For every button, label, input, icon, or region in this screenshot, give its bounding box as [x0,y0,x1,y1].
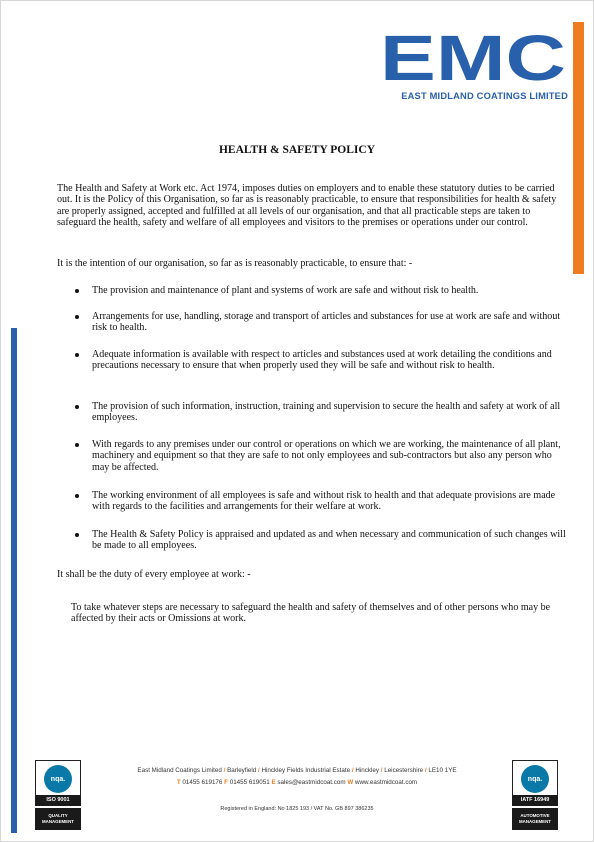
email-label: E [271,779,276,786]
website-link[interactable]: www.eastmidcoat.com [354,779,418,786]
address-part: Barleyfield [227,767,257,774]
nqa-logo-text: nqa. [527,776,543,783]
iso-9001-badge [35,760,81,830]
emc-logo-text: EMC [380,25,566,94]
footer-contact [90,779,504,786]
badge-code: IATF 16949 [512,795,558,806]
duty-text-paragraph: To take whatever steps are necessary to safeguard the health and safety of themselves and of other persons who may be affected by their acts or Omissions at work. [71,602,551,625]
separator: / [380,767,383,774]
separator: / [223,767,226,774]
bullet-icon [75,443,79,447]
iatf-16949-badge [512,760,558,830]
badge-label-line: AUTOMOTIVE [520,813,550,818]
nqa-logo-icon [44,765,72,793]
address-part: East Midland Coatings Limited [137,767,222,774]
bullet-icon [75,315,79,319]
address-part: Hinckley Fields Industrial Estate [261,767,351,774]
bullet-icon [75,289,79,293]
footer-address [90,767,504,774]
badge-label-line: MANAGEMENT [519,818,551,824]
list-item-text: The provision of such information, instruction, training and supervision to secure the health and safety at work of all employees. [92,401,561,424]
bullet-icon [75,353,79,357]
bullet-icon [75,533,79,537]
separator: / [424,767,427,774]
badge-logo-box [512,760,558,797]
address-part: Leicestershire [384,767,424,774]
list-item-text: With regards to any premises under our control or operations on which we are working, the maintenance of all plant, machinery and equipment so that they are safe to not only employees and sub-contractors but also any person who may be affected. [92,439,561,473]
list-item-text: The working environment of all employees is safe and without risk to health and that adequate provisions are made with regards to the facilities and arrangements for their welfare at work. [92,490,556,513]
list-item-text: The Health & Safety Policy is appraised and updated as and when necessary and communication of such changes will be made to all employees. [92,529,566,552]
website-label: W [347,779,354,786]
company-name: EAST MIDLAND COATINGS LIMITED [401,91,568,101]
list-item-text: Arrangements for use, handling, storage and transport of articles and substances for use at work are safe and without risk to health. [92,311,561,334]
list-item-text: The provision and maintenance of plant and systems of work are safe and without risk to health. [92,285,479,296]
badge-label [35,808,81,830]
badge-label-line: QUALITY [48,813,68,818]
list-item-text: Adequate information is available with respect to articles and substances used at work detailing the conditions and precautions necessary to ensure that when properly used they will be safe and without risk to health. [92,349,552,372]
badge-label [512,808,558,830]
nqa-logo-text: nqa. [50,776,66,783]
fax-label: F [224,779,228,786]
address-part: LE10 1YE [428,767,457,774]
badge-code: ISO 9001 [35,795,81,806]
address-part: Hinckley [355,767,379,774]
separator: / [258,767,260,774]
phone-number: 01455 619176 [182,779,223,786]
duty-paragraph: It shall be the duty of every employee at work: - [57,569,251,580]
intro-paragraph: The Health and Safety at Work etc. Act 1974, imposes duties on employers and to enable these statutory duties to be carried out. It is the Policy of this Organisation, so far as is reasonably practicable, to ensure that responsibilities for health & safety are properly assigned, accepted and fulfilled at all levels of our organisation, and that all practicable steps are taken to safeguard the health, safety and welfare of all employees and visitors to the premises or operations under our control. [57,183,557,228]
phone-label: T [176,779,181,786]
intention-paragraph: It is the intention of our organisation, so far as is reasonably practicable, to ensure that: - [57,258,413,269]
fax-number: 01455 619051 [229,779,270,786]
blue-accent-bar [11,328,17,833]
email-link[interactable]: sales@eastmidcoat.com [277,779,346,786]
badge-logo-box [35,760,81,797]
badge-label-line: MANAGEMENT [42,818,74,824]
bullet-icon [75,405,79,409]
nqa-logo-icon [521,765,549,793]
page-title: HEALTH & SAFETY POLICY [218,144,376,156]
registration-line: Registered in England: No 1825 193 / VAT No. GB 897 386235 [220,806,374,812]
separator: / [351,767,354,774]
bullet-icon [75,494,79,498]
